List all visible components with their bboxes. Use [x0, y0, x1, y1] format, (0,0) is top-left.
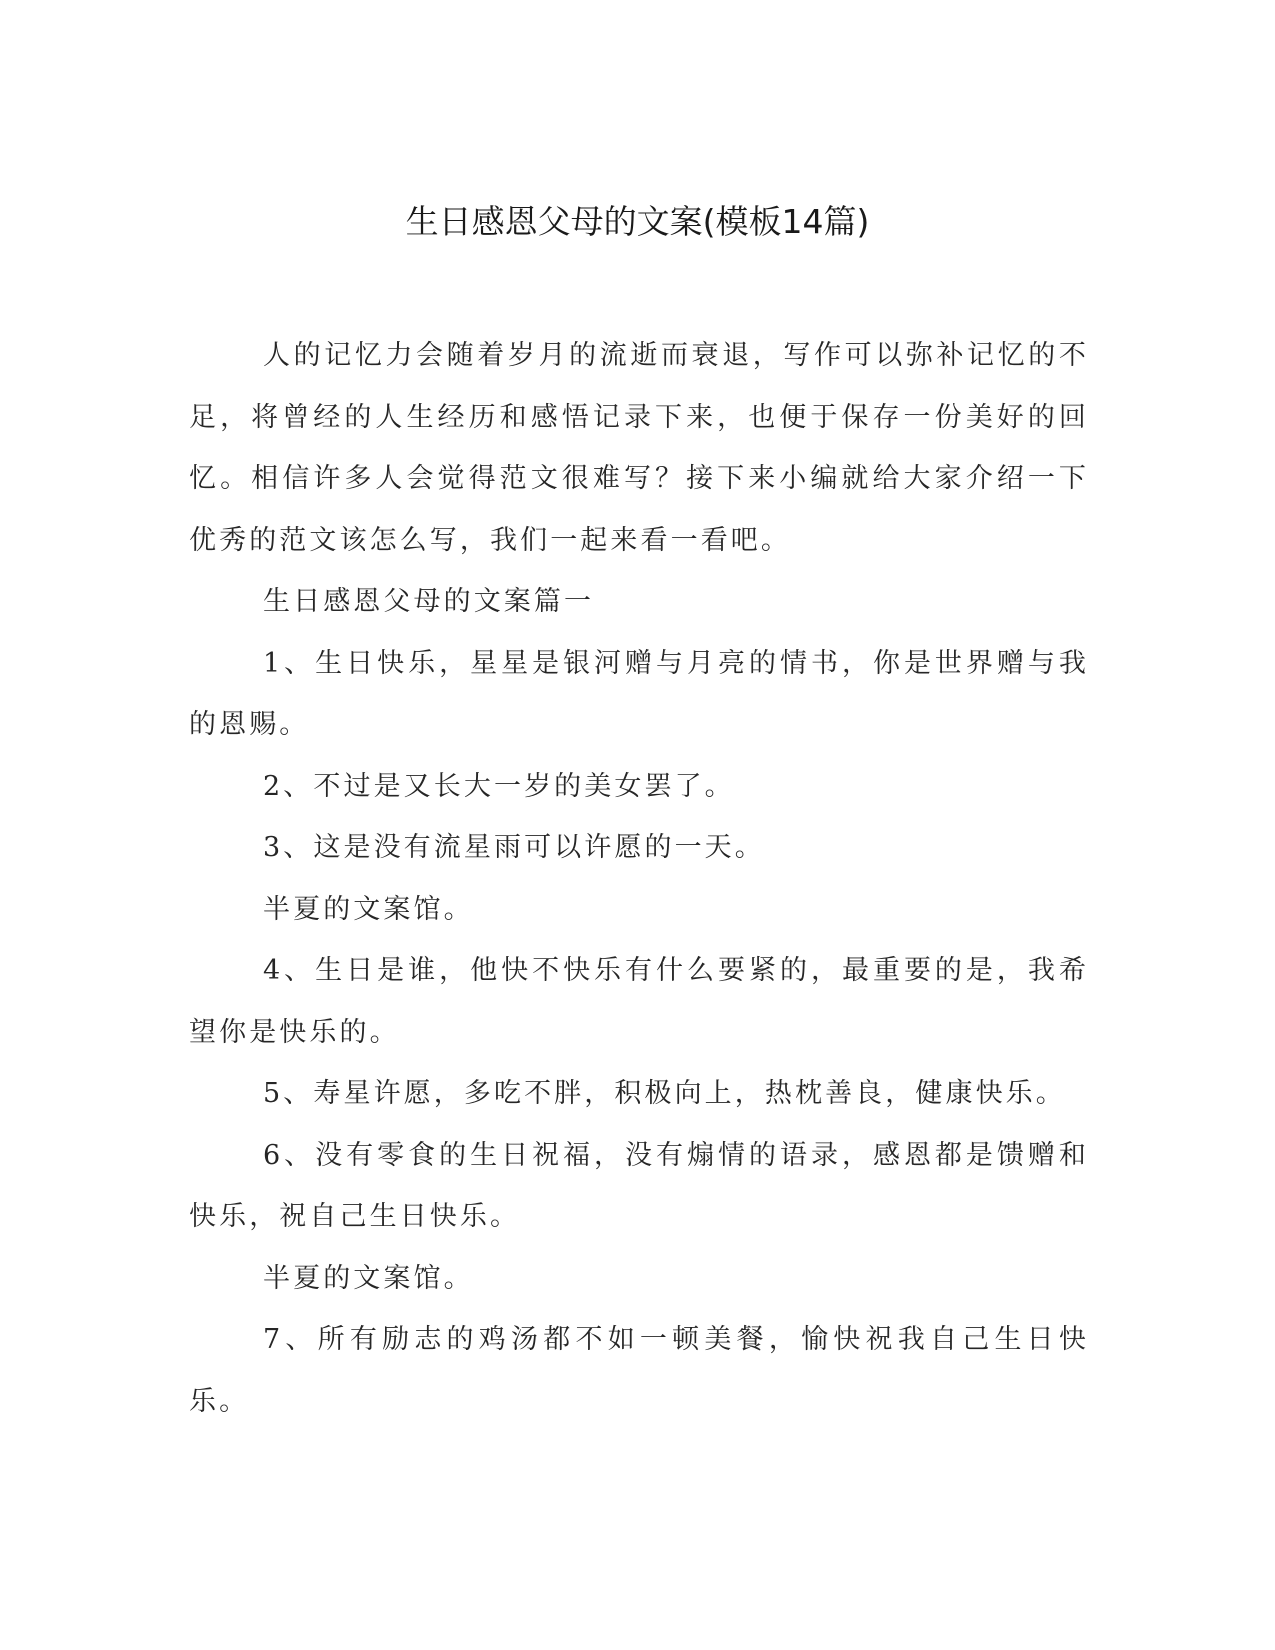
list-item: 6、没有零食的生日祝福，没有煽情的语录，感恩都是馈赠和快乐，祝自己生日快乐。 — [189, 1139, 1089, 1232]
list-item: 4、生日是谁，他快不快乐有什么要紧的，最重要的是，我希望你是快乐的。 — [189, 955, 1089, 1048]
list-item: 2、不过是又长大一岁的美女罢了。 — [263, 770, 735, 802]
source-note: 半夏的文案馆。 — [263, 893, 474, 925]
list-item: 1、生日快乐，星星是银河赠与月亮的情书，你是世界赠与我的恩赐。 — [189, 647, 1089, 740]
document-body — [189, 325, 1089, 1432]
document-title: 生日感恩父母的文案(模板14篇) — [405, 202, 870, 241]
list-item: 3、这是没有流星雨可以许愿的一天。 — [263, 832, 765, 863]
section-heading: 生日感恩父母的文案篇一 — [263, 586, 595, 617]
source-note: 半夏的文案馆。 — [263, 1262, 474, 1294]
list-item: 7、所有励志的鸡汤都不如一顿美餐，愉快祝我自己生日快乐。 — [189, 1324, 1089, 1417]
intro-paragraph: 人的记忆力会随着岁月的流逝而衰退，写作可以弥补记忆的不足，将曾经的人生经历和感悟记录下来，也便于保存一份美好的回忆。相信许多人会觉得范文很难写？接下来小编就给大家介绍一下优秀的范文该怎么写，我们一起来看一看吧。 — [189, 340, 1089, 556]
list-item: 5、寿星许愿，多吃不胖，积极向上，热枕善良，健康快乐。 — [263, 1078, 1066, 1109]
